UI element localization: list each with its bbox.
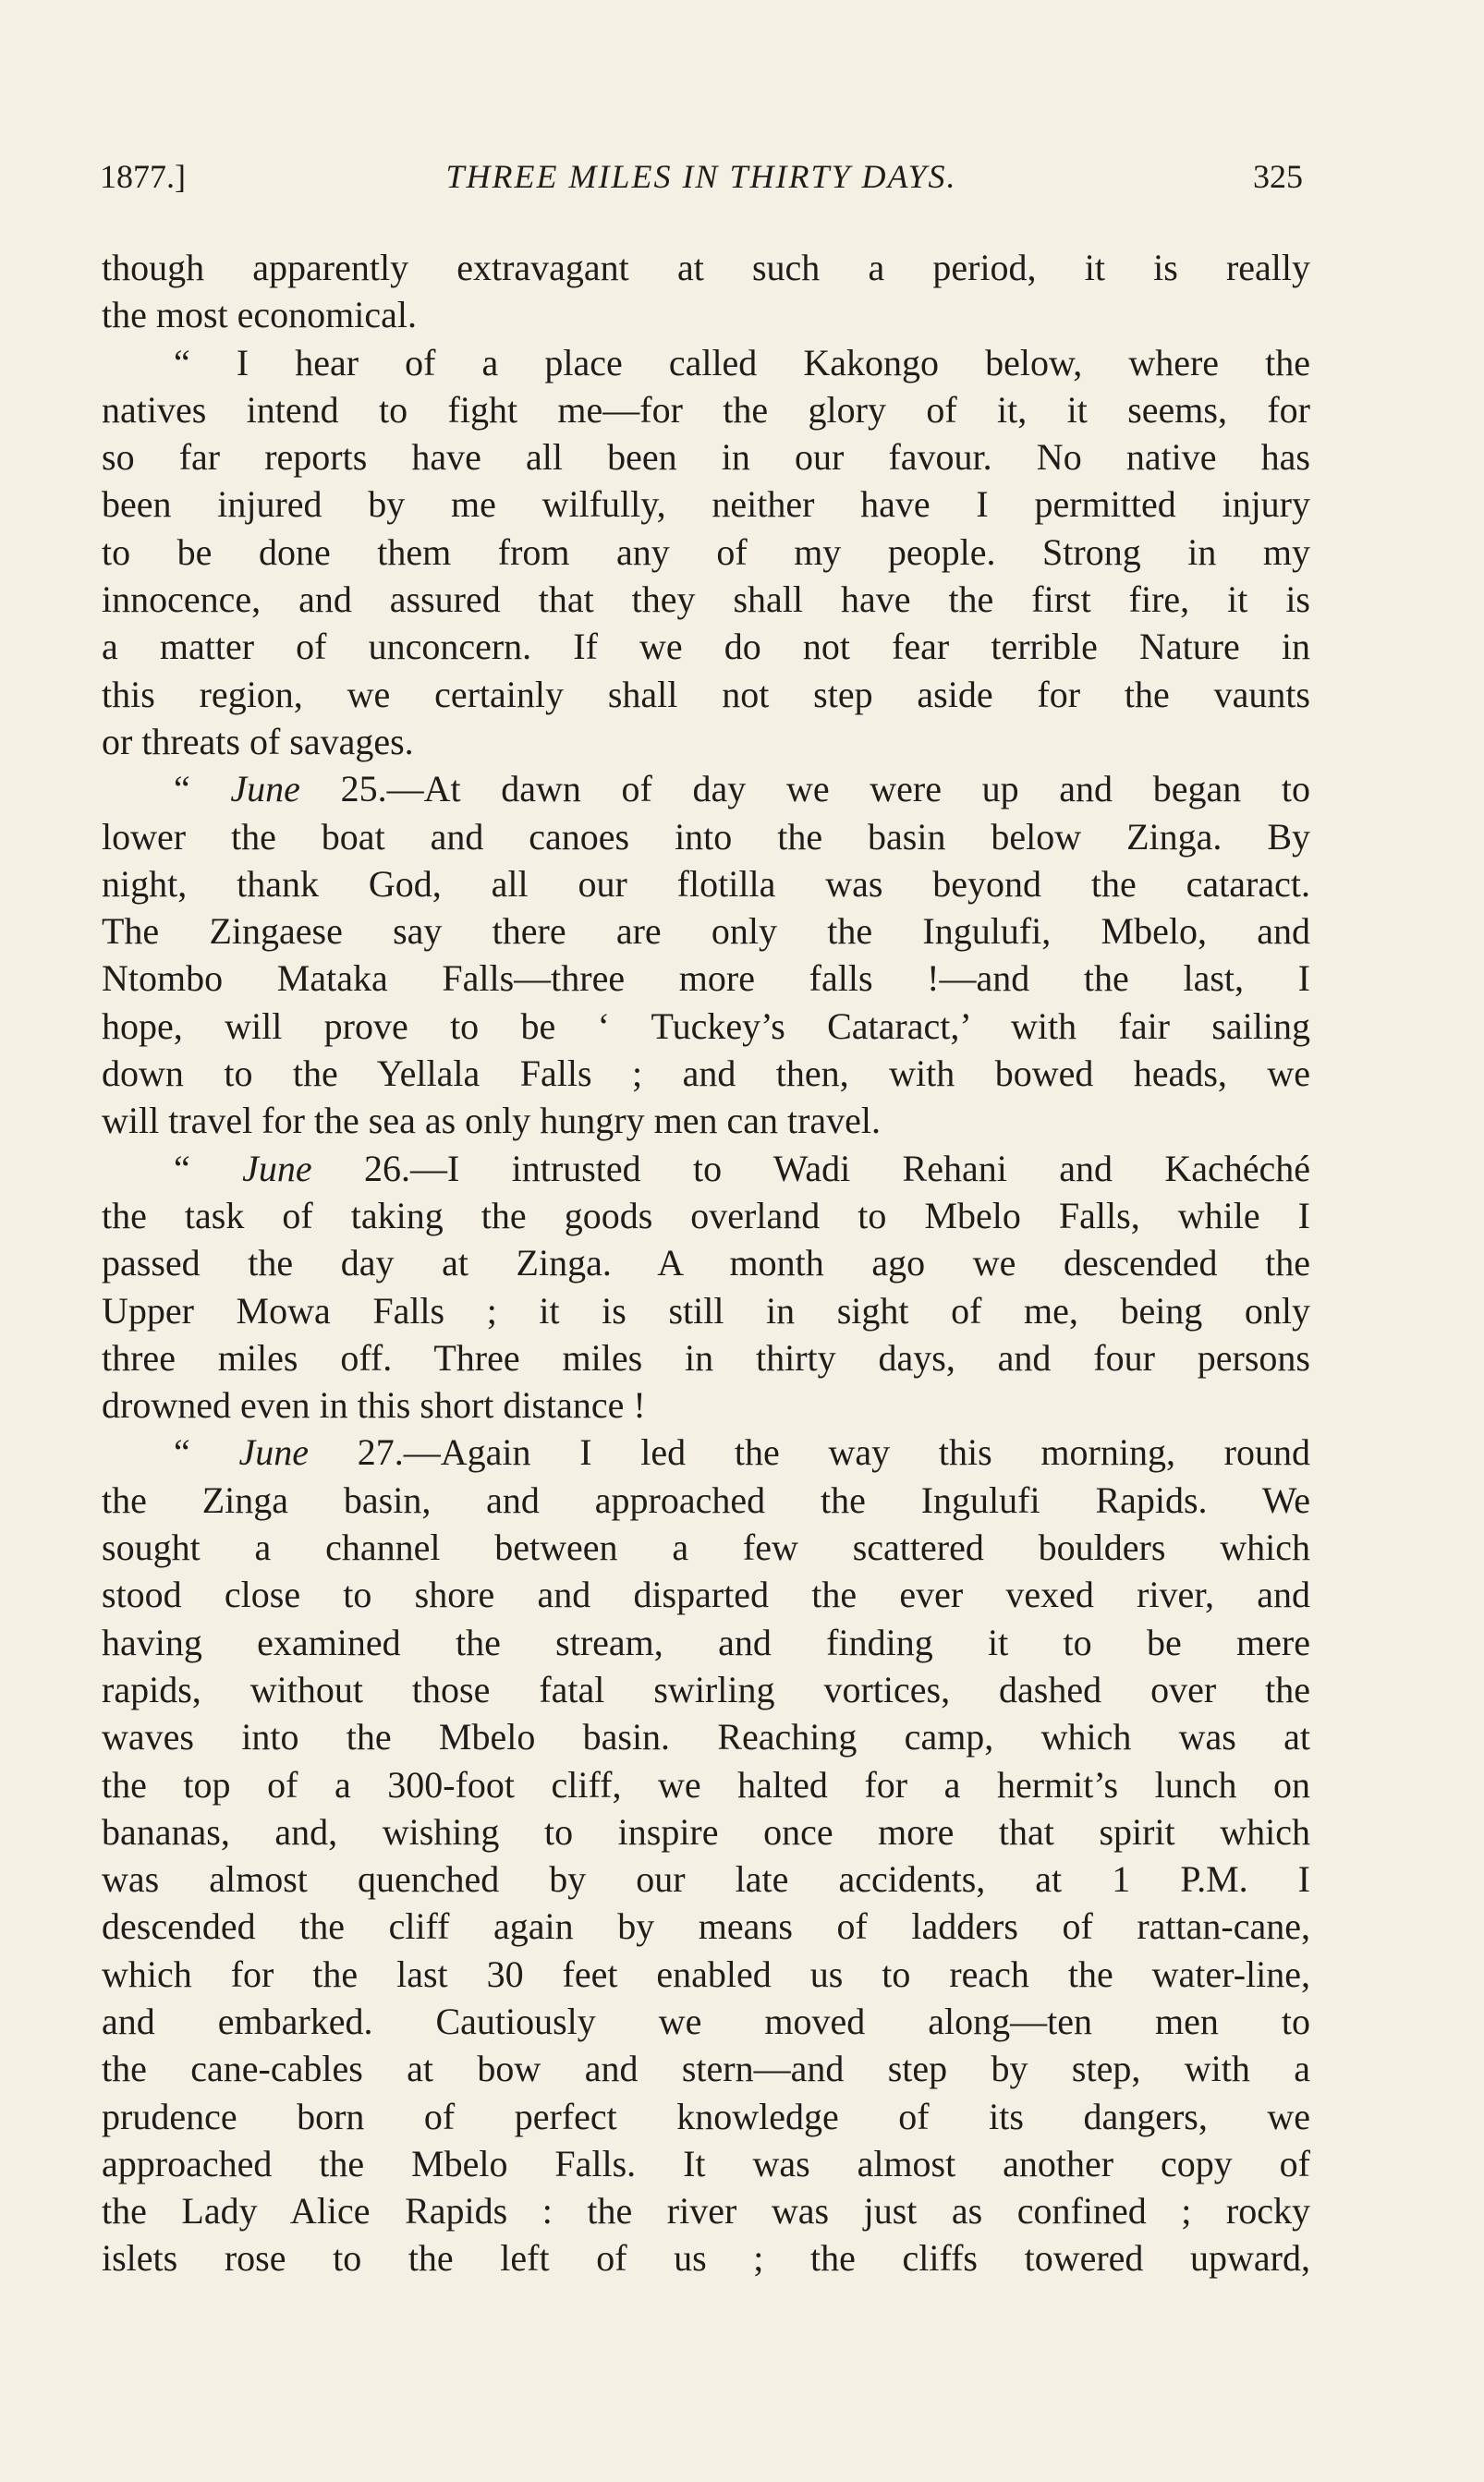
text-line: to be done them from any of my people. Strong in my [102,530,1310,573]
text-line: prudence born of perfect knowledge of its dangers, we [102,2095,1310,2137]
text-line: innocence, and assured that they shall have the first fire, it is [102,578,1310,621]
text-line: though apparently extravagant at such a period, it is really [102,247,1310,288]
text-line [102,1145,1310,1192]
text-line: which for the last 30 feet enabled us to reach the water-line, [102,1953,1310,1995]
text-line: the top of a 300-foot cliff, we halted for a hermit’s lunch on [102,1763,1310,1806]
text-line: drowned even in this short distance ! [102,1384,646,1427]
text-line: and embarked. Cautiously we moved along—ten men to [102,2000,1310,2042]
text-line: passed the day at Zinga. A month ago we descended the [102,1242,1310,1284]
body-text [102,244,1310,2282]
running-head-title: THREE MILES IN THIRTY DAYS. [445,158,957,195]
text-line: “ I hear of a place called Kakongo below, where the [174,341,1310,383]
text-line: night, thank God, all our flotilla was beyond the cataract. [102,862,1310,905]
text-line [102,765,1310,812]
text-line: The Zingaese say there are only the Ingulufi, Mbelo, and [102,910,1310,953]
text-line: lower the boat and canoes into the basin below Zinga. By [102,815,1310,858]
text-line: islets rose to the left of us ; the cliffs towered upward, [102,2237,1310,2280]
line-remainder: 26.—I intrusted to Wadi Rehani and Kachéché [311,1147,1310,1189]
running-head-year: 1877.] [100,158,186,195]
text-line: so far reports have all been in our favour. No native has [102,436,1310,479]
text-line: approached the Mbelo Falls. It was almost another copy of [102,2142,1310,2184]
page-number: 325 [1253,158,1303,195]
text-line: three miles off. Three miles in thirty days, and four persons [102,1336,1310,1379]
line-date-italic: June [242,1147,312,1189]
text-line: bananas, and, wishing to inspire once more that spirit which [102,1810,1310,1853]
text-line: Upper Mowa Falls ; it is still in sight of me, being only [102,1289,1310,1332]
text-line: the cane-cables at bow and stern—and step by step, with a [102,2048,1310,2090]
text-line: the Lady Alice Rapids : the river was just as confined ; rocky [102,2190,1310,2233]
text-line: was almost quenched by our late accidents, at 1 P.M. I [102,1858,1310,1901]
running-head [100,155,1303,198]
text-line: the task of taking the goods overland to Mbelo Falls, while I [102,1194,1310,1236]
line-prefix: “ [174,768,231,810]
text-line: been injured by me wilfully, neither have I permitted injury [102,483,1310,526]
text-line: the Zinga basin, and approached the Ingulufi Rapids. We [102,1478,1310,1521]
line-remainder: 25.—At dawn of day we were up and began to [299,768,1310,810]
line-prefix: “ [174,1147,243,1189]
line-remainder: 27.—Again I led the way this morning, round [309,1431,1310,1474]
text-line: down to the Yellala Falls ; and then, with bowed heads, we [102,1052,1310,1095]
text-line: rapids, without those fatal swirling vortices, dashed over the [102,1668,1310,1710]
text-line: a matter of unconcern. If we do not fear terrible Nature in [102,626,1310,668]
text-line: natives intend to fight me—for the glory of it, it seems, for [102,388,1310,431]
text-line: having examined the stream, and finding it to be mere [102,1621,1310,1663]
text-line: Ntombo Mataka Falls—three more falls !—and the last, I [102,957,1310,1000]
text-line: sought a channel between a few scattered boulders which [102,1527,1310,1569]
text-line: this region, we certainly shall not step aside for the vaunts [102,673,1310,715]
line-date-italic: June [230,768,300,810]
text-line: descended the cliff again by means of ladders of rattan-cane, [102,1905,1310,1948]
text-line: hope, will prove to be ‘ Tuckey’s Cataract,’ with fair sailing [102,1004,1310,1047]
line-date-italic: June [238,1431,310,1474]
text-line: will travel for the sea as only hungry men can travel. [102,1100,882,1142]
text-line: the most economical. [102,294,418,336]
text-line: stood close to shore and disparted the ever vexed river, and [102,1574,1310,1616]
text-line: or threats of savages. [102,720,414,762]
text-line [102,1429,1310,1476]
text-line: waves into the Mbelo basin. Reaching camp, which was at [102,1716,1310,1758]
line-prefix: “ [174,1431,239,1474]
